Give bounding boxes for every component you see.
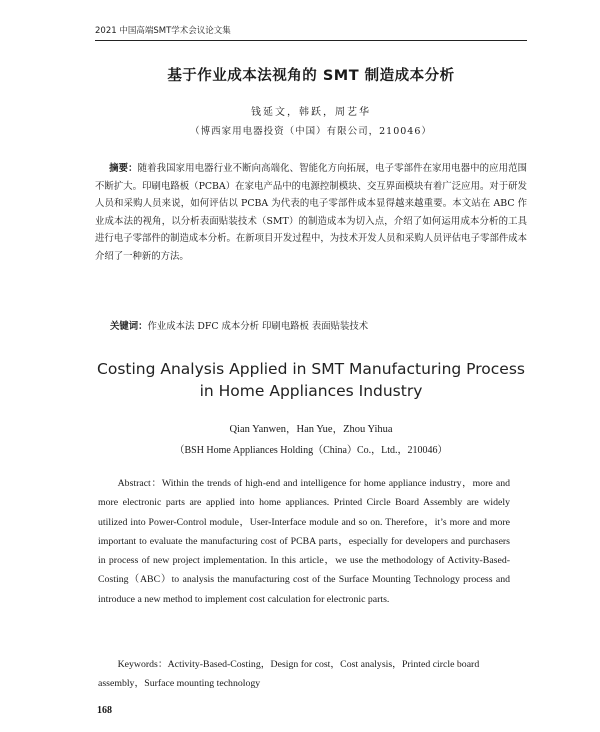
english-keywords bbox=[98, 655, 510, 693]
english-affiliation: （BSH Home Appliances Holding（China）Co.，Ltd.，210046） bbox=[174, 445, 448, 456]
english-abstract-text: Within the trends of high-end and intelligence for home appliance industry，more and more electronic parts are applied into home appliances. Printed Circle Board Assembly are widely utilized into Power-Control module，User-Interface module and so on. Therefore，it’s more and more important to evaluate the manufacturing cost of PCBA parts，especially for developers and purchasers in process of new project implementation. In this article，we use the methodology of Activity-Based-Costing（ABC）to analysis the manufacturing cost of the Surface Mounting Technology process and introduce a new method to implement cost calculation for electronic parts. bbox=[98, 478, 510, 605]
chinese-keywords-label: 关键词： bbox=[110, 321, 148, 332]
english-keywords-label: Keywords： bbox=[117, 659, 168, 670]
page-number: 168 bbox=[97, 705, 112, 716]
running-header: 2021 中国高端SMT学术会议论文集 bbox=[95, 26, 231, 36]
chinese-abstract bbox=[95, 160, 527, 266]
english-keywords-text: Activity-Based-Costing，Design for cost，Cost analysis，Printed circle board assembly，Surface mounting technology bbox=[98, 659, 480, 689]
english-abstract-label: Abstract： bbox=[117, 478, 162, 489]
chinese-abstract-label: 摘要： bbox=[109, 163, 138, 174]
chinese-title: 基于作业成本法视角的 SMT 制造成本分析 bbox=[167, 68, 455, 84]
english-abstract bbox=[98, 474, 510, 609]
chinese-keywords-text: 作业成本法 DFC 成本分析 印刷电路板 表面贴装技术 bbox=[147, 321, 369, 332]
chinese-abstract-text: 随着我国家用电器行业不断向高端化、智能化方向拓展，电子零部件在家用电器中的应用范围不断扩大。印刷电路板（PCBA）在家电产品中的电源控制模块、交互界面模块有着广泛应用。对于研发人员和采购人员来说，如何评估以 PCBA 为代表的电子零部件成本显得越来越重要。本文站在 ABC 作业成本法的视角，以分析表面贴装技术（SMT）的制造成本为切入点，介绍了如何运用成本分析的工具进行电子零部件的制造成本分析。在新项目开发过程中，为技术开发人员和采购人员评估电子零部件成本介绍了一种新的方法。 bbox=[95, 163, 527, 262]
chinese-affiliation: （博西家用电器投资（中国）有限公司，210046） bbox=[190, 126, 432, 137]
english-title: Costing Analysis Applied in SMT Manufacturing Process in Home Appliances Industry bbox=[97, 360, 525, 400]
chinese-authors: 钱延文，韩跃，周艺华 bbox=[251, 107, 371, 118]
chinese-keywords bbox=[110, 318, 530, 332]
english-authors: Qian Yanwen，Han Yue，Zhou Yihua bbox=[229, 424, 393, 435]
header-rule bbox=[95, 40, 527, 41]
